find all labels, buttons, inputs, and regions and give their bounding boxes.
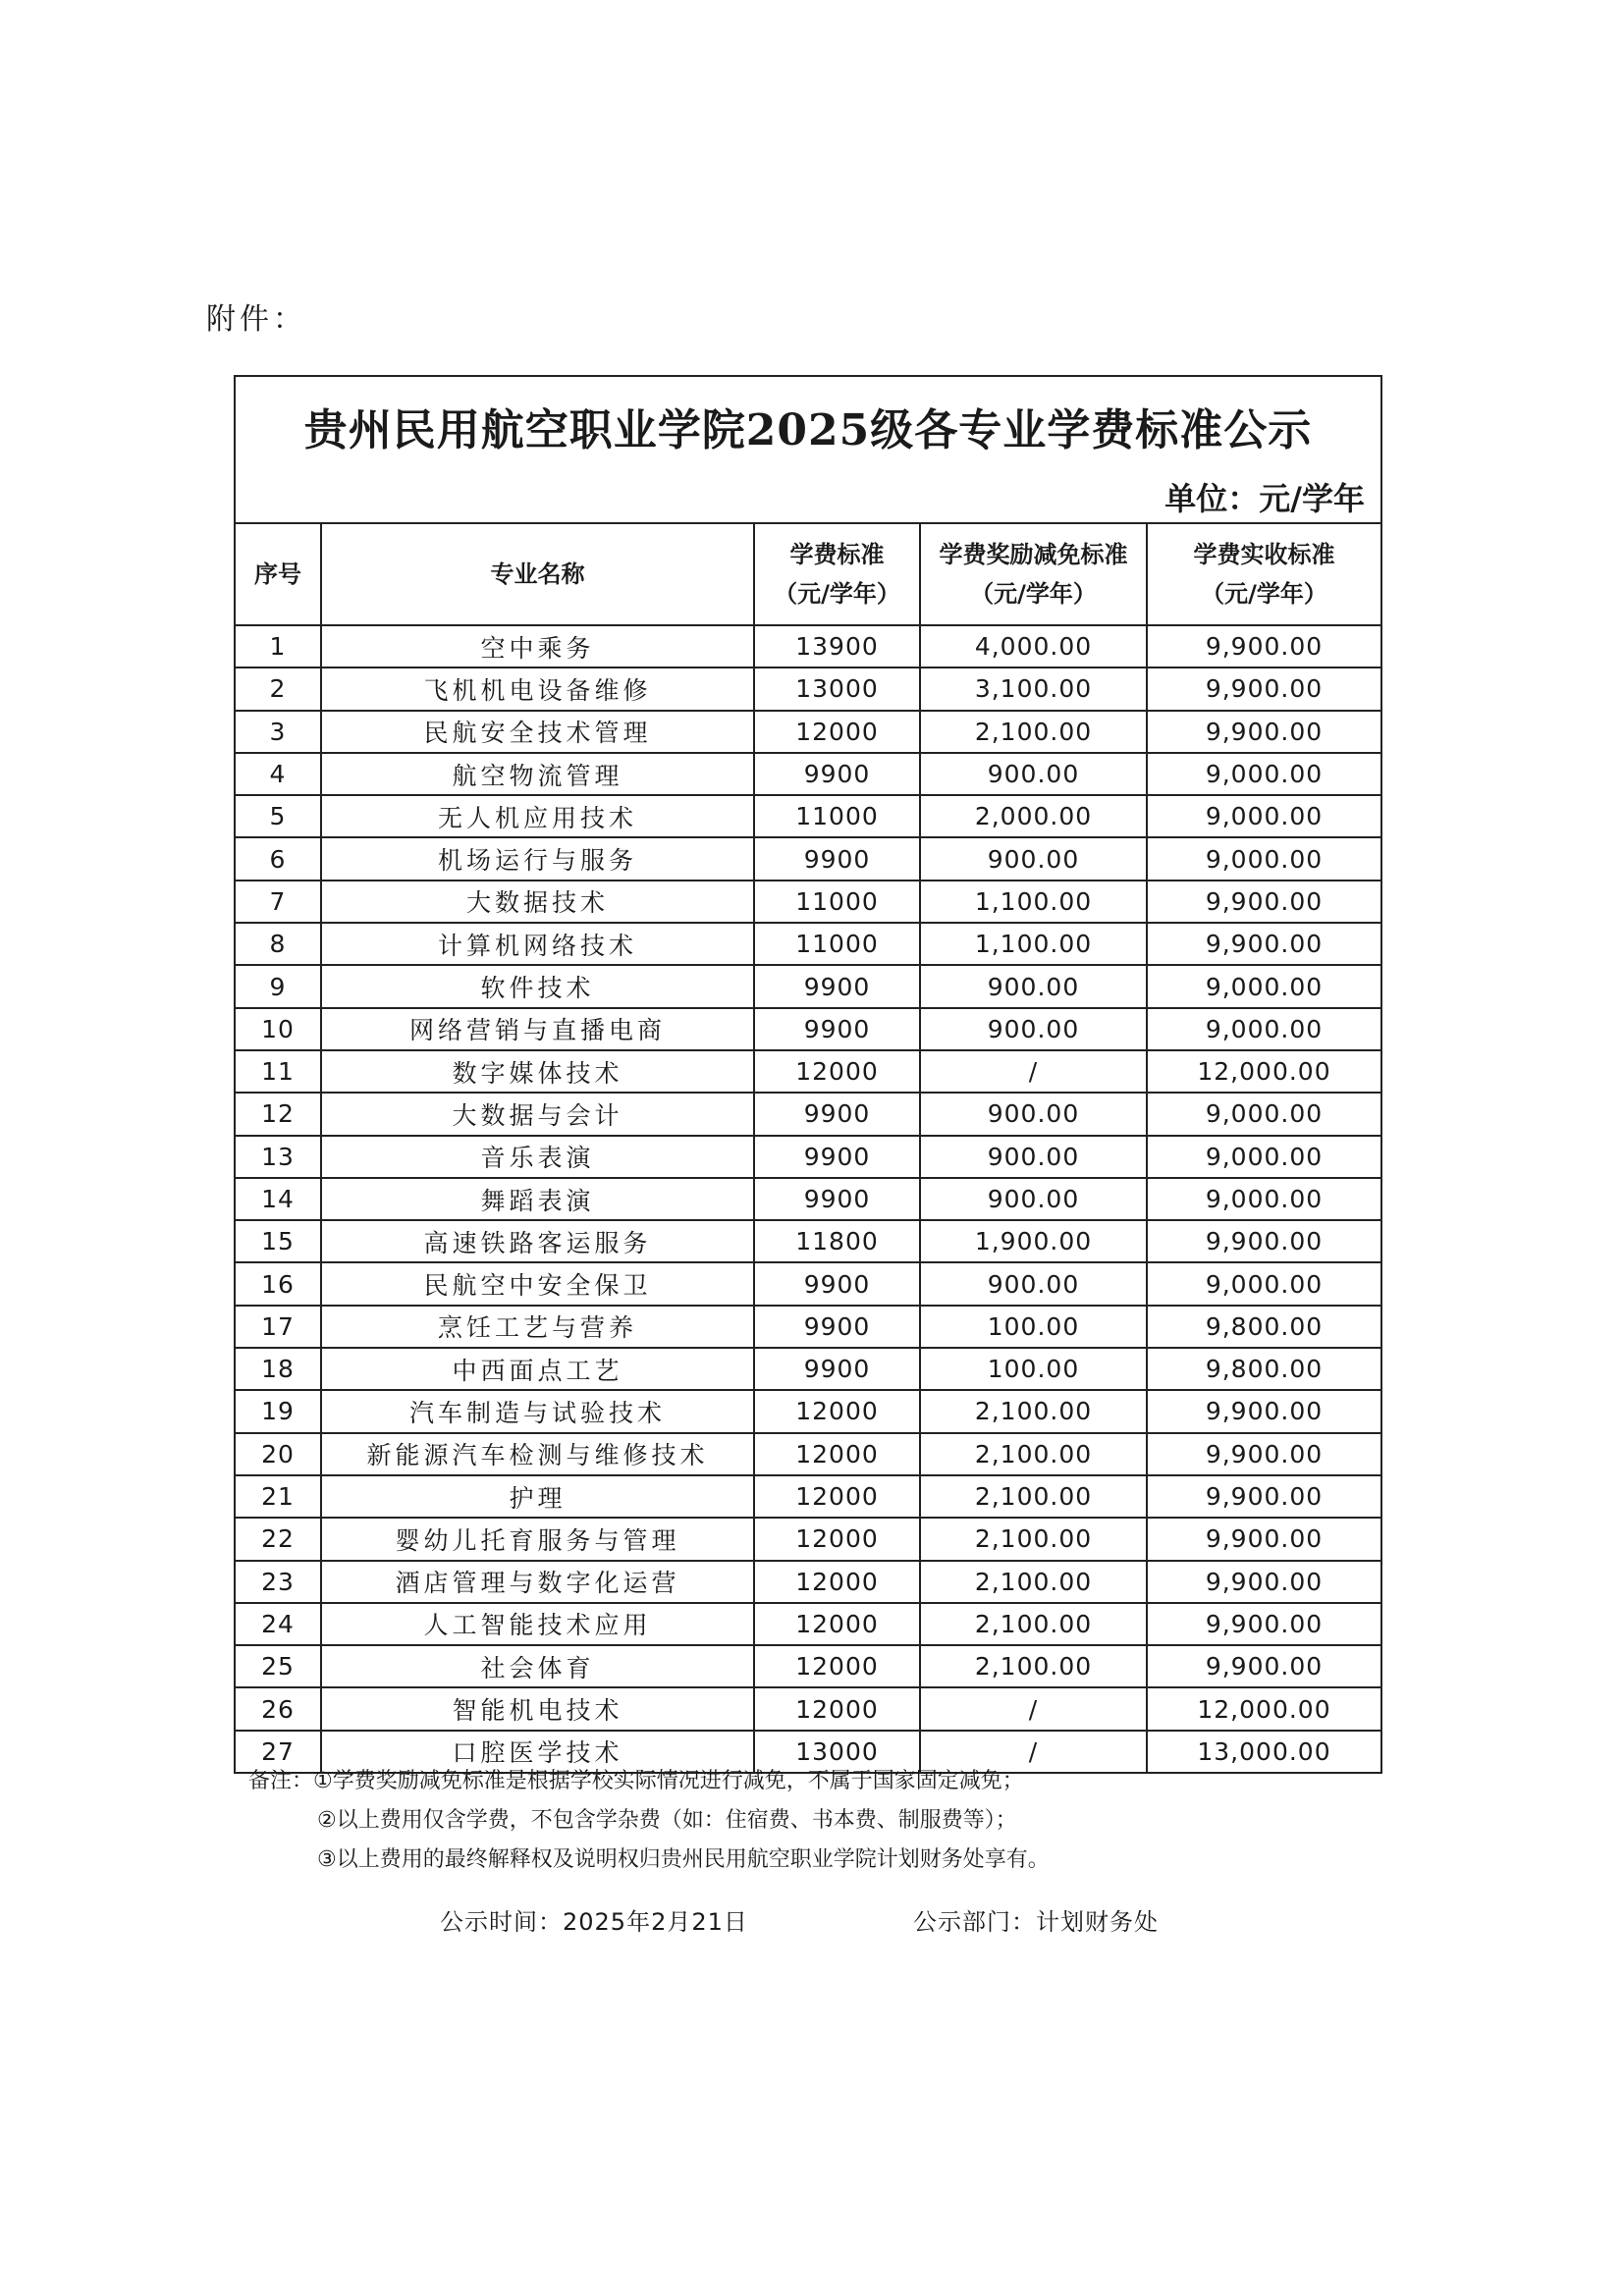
- cell-name: 无人机应用技术: [321, 795, 754, 837]
- attachment-label: 附件：: [206, 302, 306, 337]
- cell-name: 大数据技术: [321, 881, 754, 923]
- cell-discount: 900.00: [920, 1008, 1147, 1050]
- cell-actual: 9,000.00: [1147, 1093, 1380, 1135]
- table-row: [236, 837, 1380, 880]
- table-row: [236, 1561, 1380, 1603]
- cell-name: 音乐表演: [321, 1136, 754, 1178]
- cell-fee: 9900: [754, 753, 920, 795]
- cell-no: 26: [236, 1687, 321, 1730]
- cell-name: 护理: [321, 1475, 754, 1518]
- cell-fee: 9900: [754, 1093, 920, 1135]
- cell-discount: 900.00: [920, 1093, 1147, 1135]
- cell-name: 智能机电技术: [321, 1687, 754, 1730]
- fee-table: [236, 522, 1380, 1772]
- cell-no: 5: [236, 795, 321, 837]
- cell-actual: 9,900.00: [1147, 1561, 1380, 1603]
- cell-no: 3: [236, 711, 321, 753]
- table-row: [236, 1008, 1380, 1050]
- cell-actual: 12,000.00: [1147, 1687, 1380, 1730]
- table-row: [236, 1348, 1380, 1390]
- cell-discount: 2,000.00: [920, 795, 1147, 837]
- header-discount: 学费奖励减免标准 （元/学年）: [920, 523, 1147, 625]
- cell-fee: 9900: [754, 1262, 920, 1305]
- table-row: [236, 1390, 1380, 1432]
- table-row: [236, 1136, 1380, 1178]
- cell-actual: 9,900.00: [1147, 923, 1380, 965]
- cell-fee: 11000: [754, 795, 920, 837]
- cell-no: 20: [236, 1433, 321, 1475]
- cell-no: 7: [236, 881, 321, 923]
- table-row: [236, 667, 1380, 710]
- cell-no: 16: [236, 1262, 321, 1305]
- cell-actual: 9,000.00: [1147, 837, 1380, 880]
- cell-discount: 100.00: [920, 1348, 1147, 1390]
- cell-actual: 9,800.00: [1147, 1348, 1380, 1390]
- cell-name: 民航空中安全保卫: [321, 1262, 754, 1305]
- cell-fee: 11800: [754, 1220, 920, 1262]
- header-fee: 学费标准 （元/学年）: [754, 523, 920, 625]
- cell-discount: /: [920, 1050, 1147, 1093]
- cell-fee: 13900: [754, 625, 920, 667]
- cell-no: 14: [236, 1178, 321, 1220]
- cell-no: 8: [236, 923, 321, 965]
- cell-discount: 2,100.00: [920, 1433, 1147, 1475]
- cell-fee: 9900: [754, 965, 920, 1007]
- cell-discount: 2,100.00: [920, 1390, 1147, 1432]
- cell-actual: 9,000.00: [1147, 1178, 1380, 1220]
- cell-actual: 9,000.00: [1147, 1008, 1380, 1050]
- cell-actual: 9,900.00: [1147, 667, 1380, 710]
- cell-discount: 1,100.00: [920, 923, 1147, 965]
- cell-discount: 3,100.00: [920, 667, 1147, 710]
- cell-no: 4: [236, 753, 321, 795]
- table-row: [236, 965, 1380, 1007]
- header-actual: 学费实收标准 （元/学年）: [1147, 523, 1380, 625]
- cell-discount: /: [920, 1731, 1147, 1772]
- table-row: [236, 1050, 1380, 1093]
- cell-discount: 2,100.00: [920, 1475, 1147, 1518]
- table-row: [236, 1475, 1380, 1518]
- cell-actual: 12,000.00: [1147, 1050, 1380, 1093]
- publish-time: 公示时间：2025年2月21日: [440, 1908, 748, 1936]
- cell-discount: 1,100.00: [920, 881, 1147, 923]
- cell-actual: 9,000.00: [1147, 965, 1380, 1007]
- cell-discount: 900.00: [920, 965, 1147, 1007]
- table-row: [236, 881, 1380, 923]
- cell-no: 9: [236, 965, 321, 1007]
- cell-no: 21: [236, 1475, 321, 1518]
- cell-name: 社会体育: [321, 1645, 754, 1687]
- table-row: [236, 1093, 1380, 1135]
- table-row: [236, 1262, 1380, 1305]
- cell-no: 22: [236, 1518, 321, 1560]
- cell-discount: 900.00: [920, 837, 1147, 880]
- cell-no: 18: [236, 1348, 321, 1390]
- cell-no: 11: [236, 1050, 321, 1093]
- cell-discount: 2,100.00: [920, 1561, 1147, 1603]
- table-row: [236, 1306, 1380, 1348]
- document-title: 贵州民用航空职业学院2025级各专业学费标准公示: [303, 405, 1313, 455]
- cell-fee: 9900: [754, 1136, 920, 1178]
- cell-fee: 11000: [754, 881, 920, 923]
- cell-name: 空中乘务: [321, 625, 754, 667]
- cell-name: 新能源汽车检测与维修技术: [321, 1433, 754, 1475]
- cell-actual: 9,000.00: [1147, 795, 1380, 837]
- cell-no: 23: [236, 1561, 321, 1603]
- cell-name: 口腔医学技术: [321, 1731, 754, 1772]
- cell-no: 12: [236, 1093, 321, 1135]
- cell-fee: 12000: [754, 1603, 920, 1645]
- cell-discount: 100.00: [920, 1306, 1147, 1348]
- cell-discount: 900.00: [920, 1262, 1147, 1305]
- cell-fee: 12000: [754, 1050, 920, 1093]
- table-row: [236, 1433, 1380, 1475]
- cell-no: 27: [236, 1731, 321, 1772]
- cell-no: 2: [236, 667, 321, 710]
- header-no: 序号: [236, 523, 321, 625]
- cell-name: 民航安全技术管理: [321, 711, 754, 753]
- cell-discount: /: [920, 1687, 1147, 1730]
- cell-fee: 13000: [754, 1731, 920, 1772]
- cell-no: 13: [236, 1136, 321, 1178]
- cell-no: 15: [236, 1220, 321, 1262]
- cell-no: 24: [236, 1603, 321, 1645]
- cell-discount: 2,100.00: [920, 711, 1147, 753]
- cell-discount: 2,100.00: [920, 1518, 1147, 1560]
- table-row: [236, 711, 1380, 753]
- cell-fee: 12000: [754, 1645, 920, 1687]
- cell-name: 汽车制造与试验技术: [321, 1390, 754, 1432]
- cell-fee: 12000: [754, 1475, 920, 1518]
- table-row: [236, 923, 1380, 965]
- cell-actual: 9,000.00: [1147, 1262, 1380, 1305]
- cell-name: 婴幼儿托育服务与管理: [321, 1518, 754, 1560]
- cell-name: 人工智能技术应用: [321, 1603, 754, 1645]
- cell-actual: 9,900.00: [1147, 625, 1380, 667]
- cell-discount: 2,100.00: [920, 1645, 1147, 1687]
- note-1: 备注：①学费奖励减免标准是根据学校实际情况进行减免，不属于国家固定减免；: [248, 1769, 1024, 1793]
- cell-name: 烹饪工艺与营养: [321, 1306, 754, 1348]
- table-row: [236, 1603, 1380, 1645]
- cell-fee: 12000: [754, 1687, 920, 1730]
- cell-fee: 9900: [754, 1178, 920, 1220]
- table-row: [236, 1687, 1380, 1730]
- cell-fee: 13000: [754, 667, 920, 710]
- table-row: [236, 1518, 1380, 1560]
- note-3: ③以上费用的最终解释权及说明权归贵州民用航空职业学院计划财务处享有。: [317, 1847, 1050, 1872]
- cell-actual: 9,900.00: [1147, 1433, 1380, 1475]
- cell-fee: 12000: [754, 1561, 920, 1603]
- cell-name: 软件技术: [321, 965, 754, 1007]
- cell-actual: 9,000.00: [1147, 753, 1380, 795]
- cell-actual: 9,900.00: [1147, 1475, 1380, 1518]
- cell-fee: 9900: [754, 1008, 920, 1050]
- cell-discount: 900.00: [920, 753, 1147, 795]
- cell-actual: 9,900.00: [1147, 711, 1380, 753]
- table-row: [236, 795, 1380, 837]
- cell-discount: 1,900.00: [920, 1220, 1147, 1262]
- publish-dept: 公示部门：计划财务处: [913, 1908, 1159, 1936]
- header-name: 专业名称: [321, 523, 754, 625]
- cell-fee: 12000: [754, 1433, 920, 1475]
- cell-fee: 12000: [754, 711, 920, 753]
- cell-name: 舞蹈表演: [321, 1178, 754, 1220]
- cell-discount: 900.00: [920, 1178, 1147, 1220]
- cell-no: 1: [236, 625, 321, 667]
- cell-actual: 9,900.00: [1147, 1645, 1380, 1687]
- cell-name: 中西面点工艺: [321, 1348, 754, 1390]
- cell-actual: 9,900.00: [1147, 1518, 1380, 1560]
- table-row: [236, 1220, 1380, 1262]
- cell-actual: 9,900.00: [1147, 1390, 1380, 1432]
- table-row: [236, 1178, 1380, 1220]
- cell-fee: 12000: [754, 1518, 920, 1560]
- notes: [248, 1762, 1050, 1880]
- cell-no: 10: [236, 1008, 321, 1050]
- unit-label: 单位：元/学年: [1164, 480, 1365, 517]
- cell-fee: 9900: [754, 837, 920, 880]
- cell-name: 计算机网络技术: [321, 923, 754, 965]
- cell-name: 大数据与会计: [321, 1093, 754, 1135]
- cell-name: 酒店管理与数字化运营: [321, 1561, 754, 1603]
- cell-name: 网络营销与直播电商: [321, 1008, 754, 1050]
- cell-actual: 9,000.00: [1147, 1136, 1380, 1178]
- cell-actual: 9,900.00: [1147, 1603, 1380, 1645]
- cell-discount: 2,100.00: [920, 1603, 1147, 1645]
- cell-actual: 13,000.00: [1147, 1731, 1380, 1772]
- table-row: [236, 625, 1380, 667]
- cell-fee: 9900: [754, 1306, 920, 1348]
- cell-no: 25: [236, 1645, 321, 1687]
- cell-name: 数字媒体技术: [321, 1050, 754, 1093]
- cell-name: 机场运行与服务: [321, 837, 754, 880]
- cell-fee: 9900: [754, 1348, 920, 1390]
- note-2: ②以上费用仅含学费，不包含学杂费（如：住宿费、书本费、制服费等）；: [317, 1808, 1017, 1833]
- table-header-row: [236, 523, 1380, 625]
- cell-name: 高速铁路客运服务: [321, 1220, 754, 1262]
- cell-actual: 9,900.00: [1147, 1220, 1380, 1262]
- cell-fee: 12000: [754, 1390, 920, 1432]
- cell-no: 6: [236, 837, 321, 880]
- cell-name: 航空物流管理: [321, 753, 754, 795]
- cell-discount: 4,000.00: [920, 625, 1147, 667]
- table-row: [236, 753, 1380, 795]
- cell-actual: 9,900.00: [1147, 881, 1380, 923]
- cell-fee: 11000: [754, 923, 920, 965]
- cell-actual: 9,800.00: [1147, 1306, 1380, 1348]
- cell-no: 17: [236, 1306, 321, 1348]
- cell-discount: 900.00: [920, 1136, 1147, 1178]
- cell-name: 飞机机电设备维修: [321, 667, 754, 710]
- table-row: [236, 1645, 1380, 1687]
- cell-no: 19: [236, 1390, 321, 1432]
- fee-table-frame: [234, 375, 1382, 1774]
